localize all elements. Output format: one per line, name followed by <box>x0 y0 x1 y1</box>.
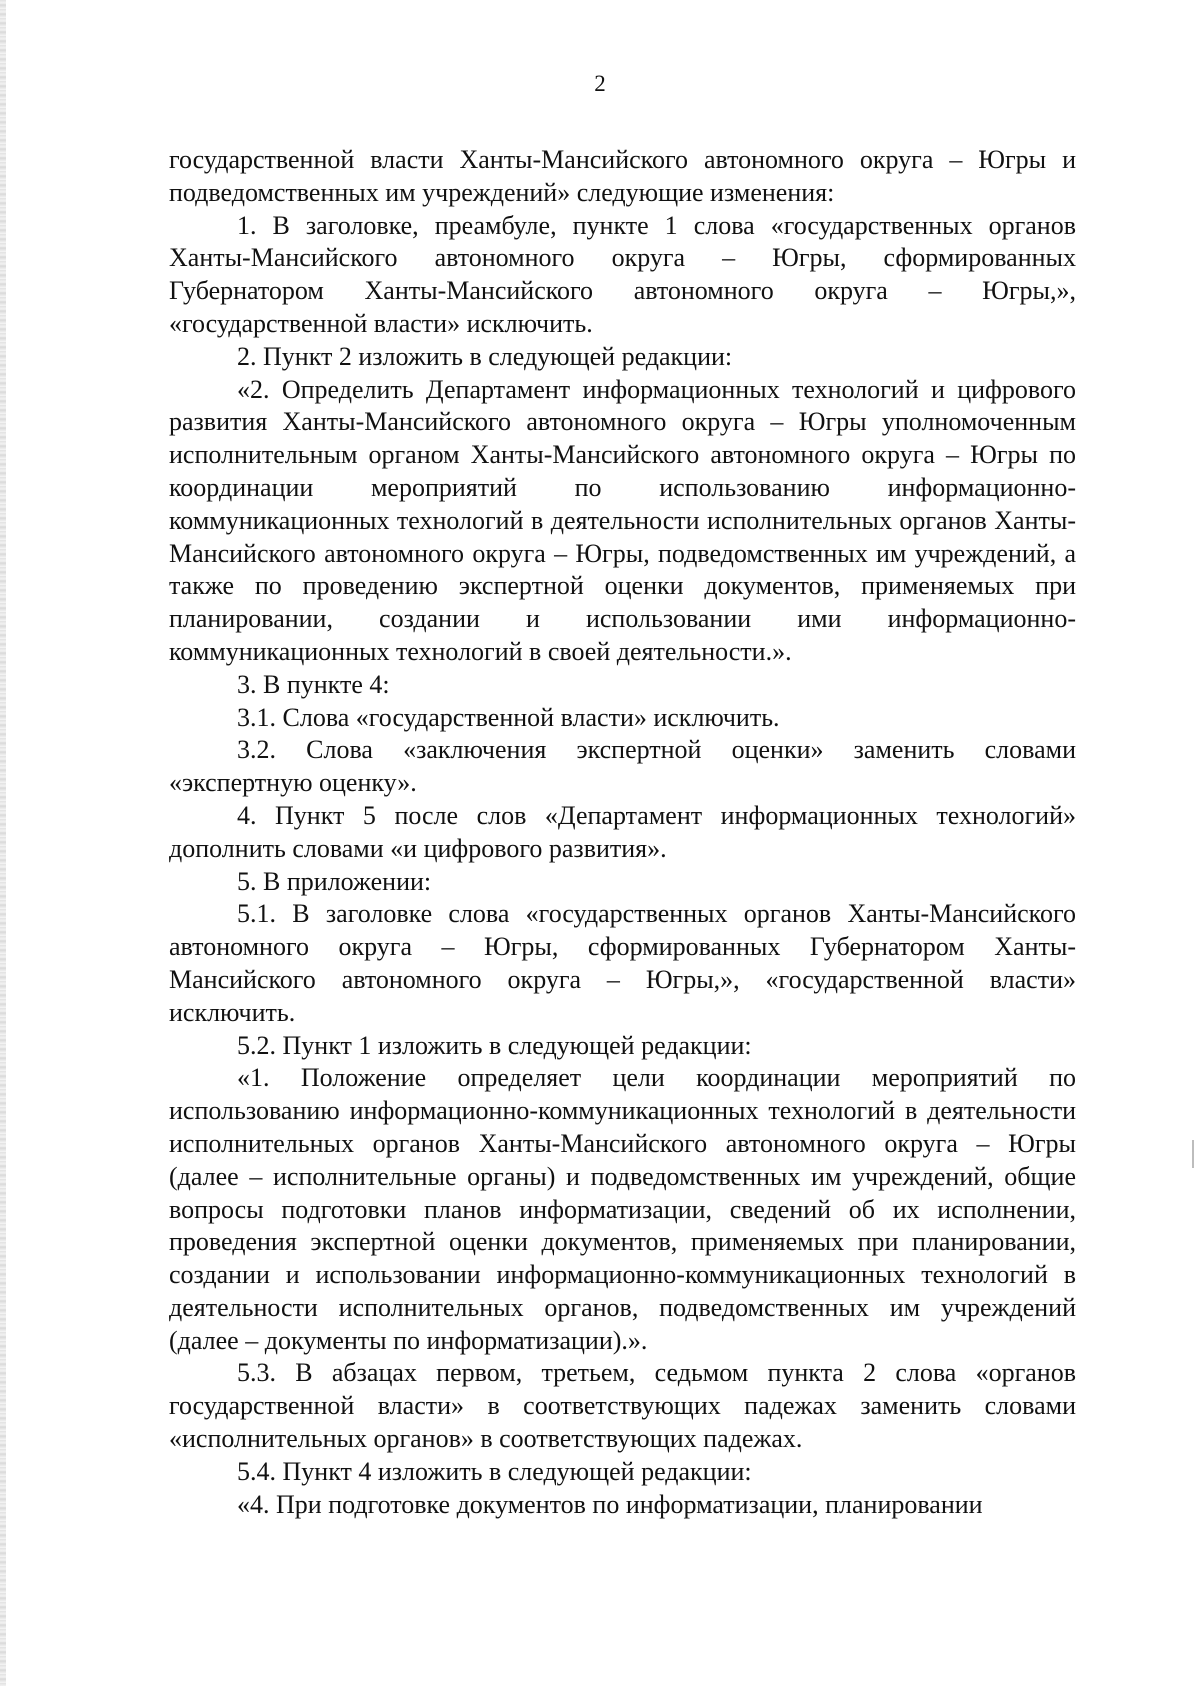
paragraph-item-5-4-text: «4. При подготовке документов по информатизации, планировании <box>237 1489 983 1519</box>
paragraph-item-5-3: 5.3. В абзацах первом, третьем, седьмом пункта 2 слова «органов государственной власти» в соответствующих падежах заменить словами «исполнительных органов» в соответствующих падежах. <box>169 1358 1076 1454</box>
paragraph-item-1: 1. В заголовке, преамбуле, пункте 1 слова «государственных органов Ханты-Мансийского автономного округа – Югры, сформированных Губернатором Ханты-Мансийского автономного округа – Югры,», «государственной власти» исключить. <box>169 210 1076 338</box>
scan-edge-shadow <box>0 0 6 1686</box>
paragraph-item-3-2: 3.2. Слова «заключения экспертной оценки» заменить словами «экспертную оценку». <box>169 735 1076 798</box>
paragraph-item-5-2: 5.2. Пункт 1 изложить в следующей редакции: <box>237 1030 752 1060</box>
paragraph-item-2: 2. Пункт 2 изложить в следующей редакции: <box>237 341 733 371</box>
paragraph-item-5-2-text: «1. Положение определяет цели координации мероприятий по использованию информационно-коммуникационных технологий в деятельности исполнительных органов Ханты-Мансийского автономного округа – Югры (далее – исполнительные органы) и подведомственных им учреждений, общие вопросы подготовки планов информатизации, сведений об их исполнении, проведения экспертной оценки документов, применяемых при планировании, создании и использовании информационно-коммуникационных технологий в деятельности исполнительных органов, подведомственных им учреждений (далее – документы по информатизации).». <box>169 1063 1076 1355</box>
paragraph-intro: государственной власти Ханты-Мансийского автономного округа – Югры и подведомственных им учреждений» следующие изменения: <box>169 145 1076 207</box>
paragraph-item-2-text: «2. Определить Департамент информационных технологий и цифрового развития Ханты-Мансийского автономного округа – Югры уполномоченным исполнительным органом Ханты-Мансийского автономного округа – Югры по координации мероприятий по использованию информационно-коммуникационных технологий в деятельности исполнительных органов Ханты-Мансийского автономного округа – Югры, подведомственных им учреждений, а также по проведению экспертной оценки документов, применяемых при планировании, создании и использовании ими информационно-коммуникационных технологий в своей деятельности.». <box>169 374 1076 666</box>
paragraph-item-5: 5. В приложении: <box>237 866 432 896</box>
paragraph-item-4: 4. Пункт 5 после слов «Департамент информационных технологий» дополнить словами «и цифрового развития». <box>169 800 1076 863</box>
scan-artifact-mark <box>1192 1140 1194 1168</box>
page-number: 2 <box>594 71 606 96</box>
paragraph-item-5-1: 5.1. В заголовке слова «государственных органов Ханты-Мансийского автономного округа – Югры, сформированных Губернатором Ханты-Мансийского автономного округа – Югры,», «государственной власти» исключить. <box>169 899 1076 1027</box>
paragraph-item-3-1: 3.1. Слова «государственной власти» исключить. <box>237 702 780 732</box>
document-body <box>169 144 1076 1521</box>
paragraph-item-5-4: 5.4. Пункт 4 изложить в следующей редакции: <box>237 1456 752 1486</box>
paragraph-item-3: 3. В пункте 4: <box>237 669 390 699</box>
